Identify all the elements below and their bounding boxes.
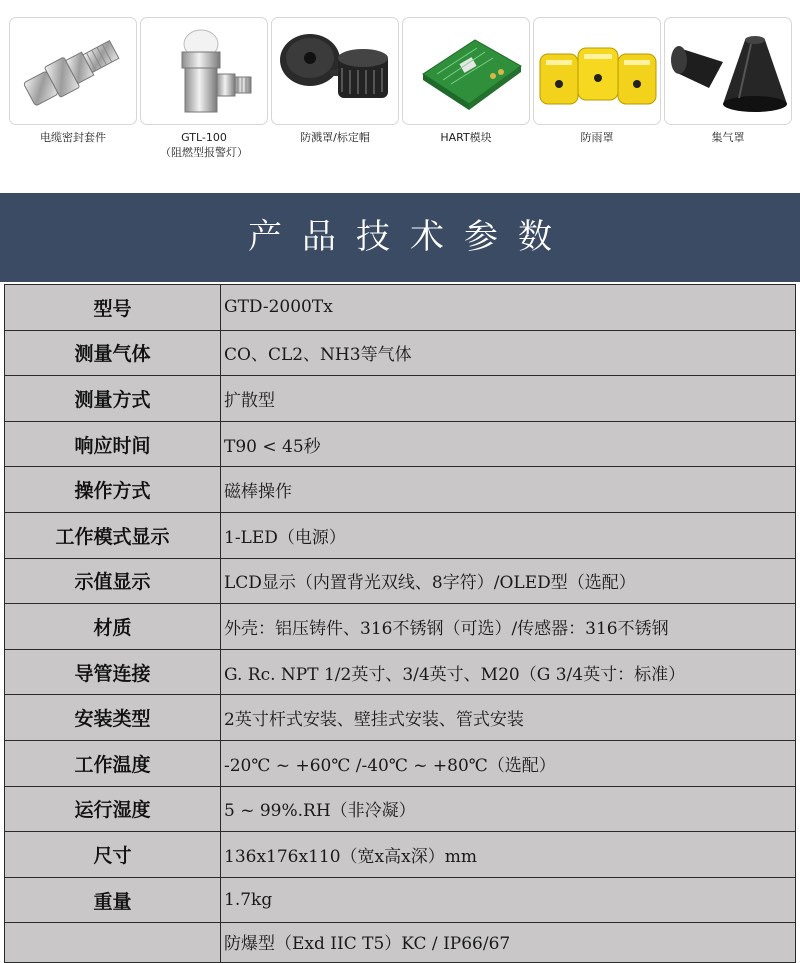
gas-collector-image	[665, 18, 792, 125]
spec-value: T90 < 45秒	[221, 421, 796, 467]
accessory-label: HART模块	[440, 131, 492, 144]
spec-table	[4, 284, 796, 963]
banner-title: 产品技术参数	[248, 217, 572, 257]
accessory-card	[9, 17, 137, 125]
table-row	[5, 376, 796, 422]
table-row	[5, 695, 796, 741]
spec-key: 响应时间	[5, 421, 221, 467]
table-row	[5, 786, 796, 832]
table-row	[5, 923, 796, 963]
spec-value: 防爆型（Exd IIC T5）KC / IP66/67	[221, 923, 796, 963]
accessory-card	[664, 17, 792, 125]
accessory-label: 电缆密封套件	[40, 131, 106, 144]
spec-key: 尺寸	[5, 832, 221, 878]
table-row	[5, 604, 796, 650]
accessory-card	[140, 17, 268, 125]
table-row	[5, 330, 796, 376]
accessory-hart-module[interactable]	[402, 17, 530, 145]
spec-value: GTD-2000Tx	[221, 285, 796, 331]
table-row	[5, 421, 796, 467]
spec-key: 工作温度	[5, 740, 221, 786]
rain-cover-image	[534, 18, 661, 125]
spec-value: LCD显示（内置背光双线、8字符）/OLED型（选配）	[221, 558, 796, 604]
table-row	[5, 467, 796, 513]
hart-module-image	[403, 18, 530, 125]
cable-gland-image	[10, 18, 137, 125]
spec-key: 重量	[5, 877, 221, 923]
table-row	[5, 877, 796, 923]
accessory-rain-cover[interactable]	[533, 17, 661, 145]
alarm-light-image	[141, 18, 268, 125]
accessory-alarm-light[interactable]	[140, 17, 268, 160]
accessory-gas-collector[interactable]	[664, 17, 792, 145]
splash-guard-image	[272, 18, 399, 125]
spec-value: 2英寸杆式安装、壁挂式安装、管式安装	[221, 695, 796, 741]
spec-key: 型号	[5, 285, 221, 331]
spec-key: 测量方式	[5, 376, 221, 422]
accessory-card	[271, 17, 399, 125]
spec-key: 示值显示	[5, 558, 221, 604]
spec-value: -20℃ ~ +60℃ /-40℃ ~ +80℃（选配）	[221, 740, 796, 786]
accessory-sublabel: （阻燃型报警灯）	[160, 146, 248, 159]
accessory-cable-gland[interactable]	[9, 17, 137, 145]
spec-key: 安装类型	[5, 695, 221, 741]
spec-value: 磁棒操作	[221, 467, 796, 513]
spec-value: 外壳：铝压铸件、316不锈钢（可选）/传感器：316不锈钢	[221, 604, 796, 650]
table-row	[5, 558, 796, 604]
section-banner	[0, 193, 800, 282]
table-row	[5, 832, 796, 878]
spec-value: 136x176x110（宽x高x深）mm	[221, 832, 796, 878]
accessory-label: GTL-100	[181, 131, 227, 144]
accessory-splash-guard[interactable]	[271, 17, 399, 145]
spec-key: 操作方式	[5, 467, 221, 513]
spec-value: 扩散型	[221, 376, 796, 422]
spec-value: G. Rc. NPT 1/2英寸、3/4英寸、M20（G 3/4英寸：标准）	[221, 649, 796, 695]
table-row	[5, 740, 796, 786]
accessory-label: 集气罩	[711, 131, 745, 144]
spec-key: 运行湿度	[5, 786, 221, 832]
spec-key: 测量气体	[5, 330, 221, 376]
table-row	[5, 649, 796, 695]
accessory-card	[533, 17, 661, 125]
accessories-gallery	[0, 0, 800, 193]
spec-key	[5, 923, 221, 963]
table-row	[5, 285, 796, 331]
spec-value: 1-LED（电源）	[221, 512, 796, 558]
spec-key: 材质	[5, 604, 221, 650]
accessory-label: 防溅罩/标定帽	[300, 131, 370, 144]
spec-value: 1.7kg	[221, 877, 796, 923]
spec-value: CO、CL2、NH3等气体	[221, 330, 796, 376]
table-row	[5, 512, 796, 558]
accessory-card	[402, 17, 530, 125]
spec-key: 工作模式显示	[5, 512, 221, 558]
accessory-label: 防雨罩	[580, 131, 614, 144]
spec-key: 导管连接	[5, 649, 221, 695]
spec-value: 5 ~ 99%.RH（非冷凝）	[221, 786, 796, 832]
